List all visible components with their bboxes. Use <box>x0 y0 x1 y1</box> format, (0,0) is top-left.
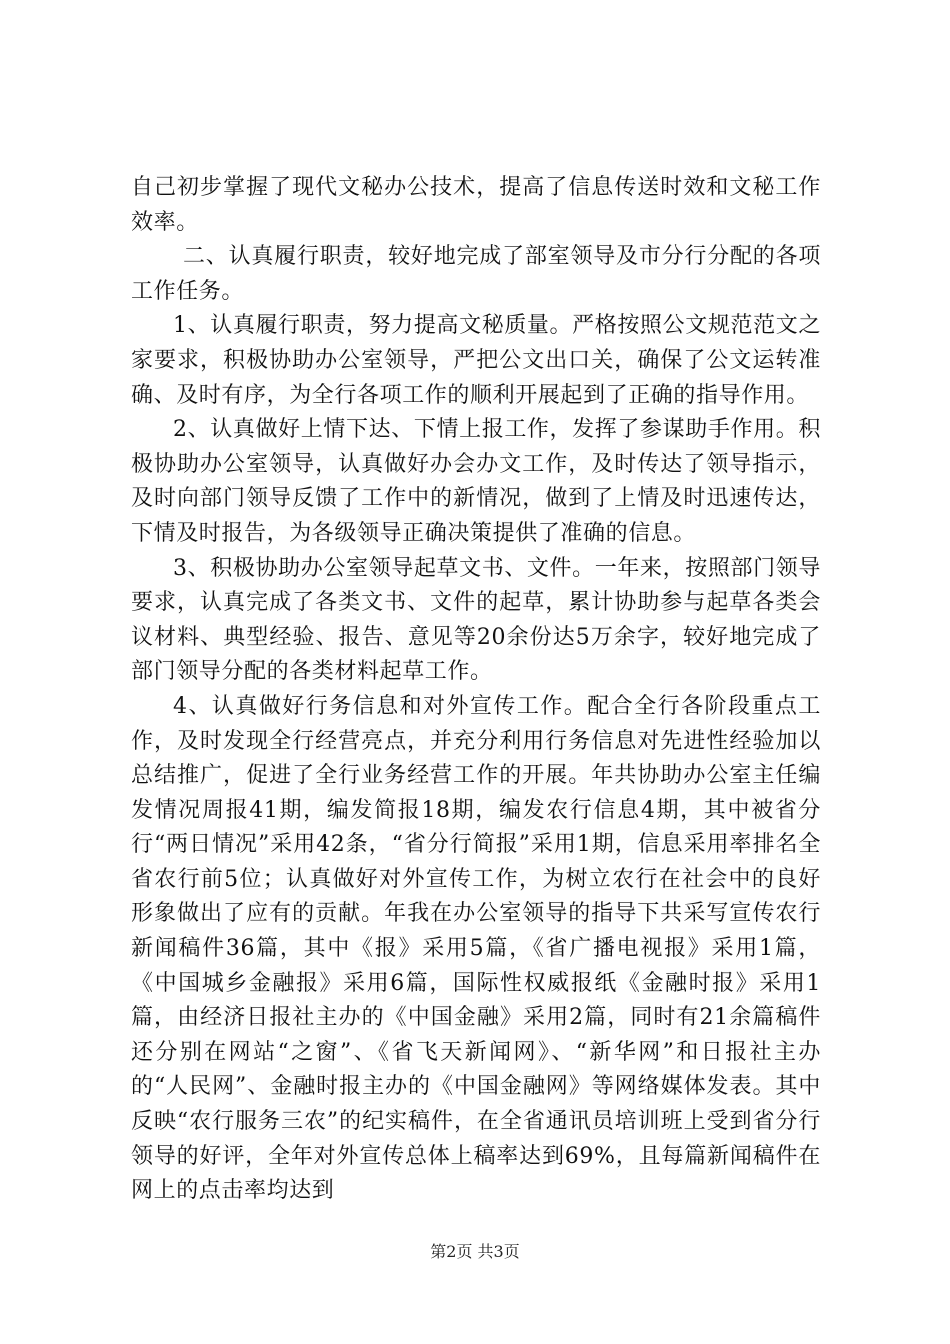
paragraph-item-3: 3、积极协助办公室领导起草文书、文件。一年来，按照部门领导要求，认真完成了各类文书、文件的起草，累计协助参与起草各类会议材料、典型经验、报告、意见等20余份达5万余字，较好地完成了部门领导分配的各类材料起草工作。 <box>131 555 821 685</box>
document-body <box>131 171 821 1209</box>
paragraph-continuation: 自己初步掌握了现代文秘办公技术，提高了信息传送时效和文秘工作效率。 <box>131 175 821 235</box>
page-footer: 第2页 共3页 <box>430 1242 520 1261</box>
paragraph-section-two-heading: 二、认真履行职责，较好地完成了部室领导及市分行分配的各项工作任务。 <box>131 244 821 304</box>
paragraph-item-1: 1、认真履行职责，努力提高文秘质量。严格按照公文规范范文之家要求，积极协助办公室领导，严把公文出口关，确保了公文运转准确、及时有序，为全行各项工作的顺利开展起到了正确的指导作用。 <box>131 313 821 408</box>
paragraph-item-4: 4、认真做好行务信息和对外宣传工作。配合全行各阶段重点工作，及时发现全行经营亮点，并充分利用行务信息对先进性经验加以总结推广，促进了全行业务经营工作的开展。年共协助办公室主任编发情况周报41期，编发简报18期，编发农行信息4期，其中被省分行“两日情况”采用42条，“省分行简报”采用1期，信息采用率排名全省农行前5位；认真做好对外宣传工作，为树立农行在社会中的良好形象做出了应有的贡献。年我在办公室领导的指导下共采写宣传农行新闻稿件36篇，其中《报》采用5篇，《省广播电视报》采用1篇，《中国城乡金融报》采用6篇，国际性权威报纸《金融时报》采用1篇，由经济日报社主办的《中国金融》采用2篇，同时有21余篇稿件还分别在网站“之窗”、《省飞天新闻网》、“新华网”和日报社主办的“人民网”、金融时报主办的《中国金融网》等网络媒体发表。其中反映“农行服务三农”的纪实稿件，在全省通讯员培训班上受到省分行领导的好评，全年对外宣传总体上稿率达到69%，且每篇新闻稿件在网上的点击率均达到 <box>131 693 821 1204</box>
paragraph-item-2: 2、认真做好上情下达、下情上报工作，发挥了参谋助手作用。积极协助办公室领导，认真做好办会办文工作，及时传达了领导指示，及时向部门领导反馈了工作中的新情况，做到了上情及时迅速传达，下情及时报告，为各级领导正确决策提供了准确的信息。 <box>131 417 821 546</box>
